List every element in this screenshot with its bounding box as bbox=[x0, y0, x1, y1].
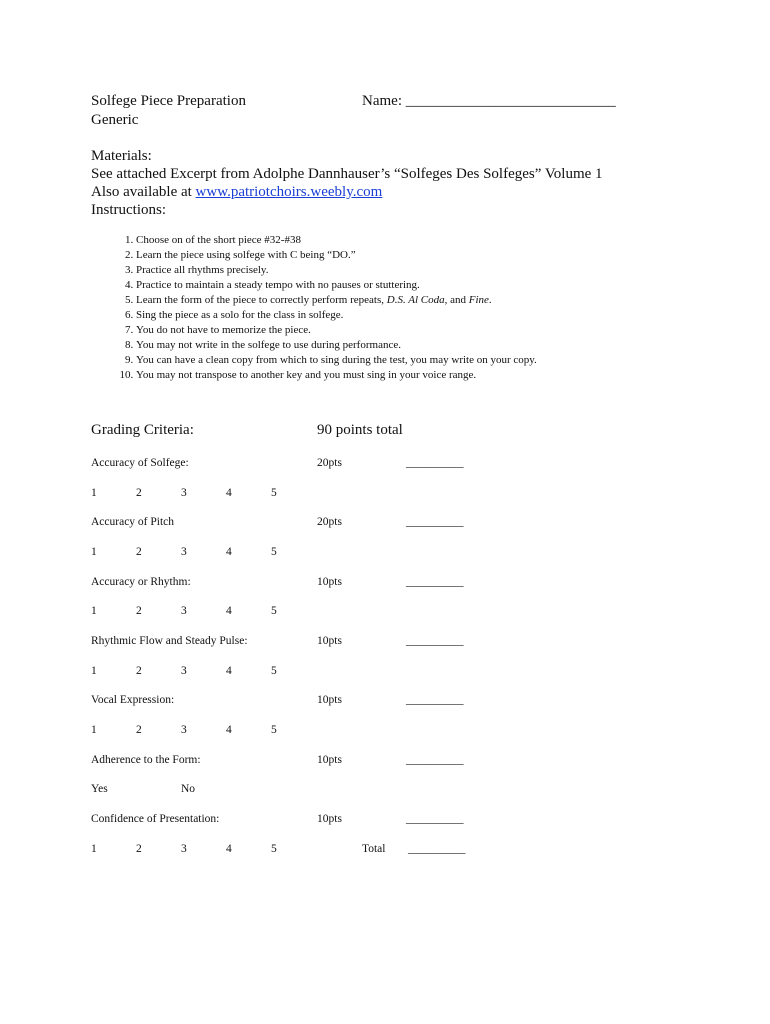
score-blank[interactable]: __________ bbox=[406, 694, 464, 706]
list-item-text: You may not write in the solfege to use during performance. bbox=[136, 339, 401, 351]
scale-option[interactable]: 3 bbox=[181, 605, 187, 617]
list-item-text: Learn the piece using solfege with C being “DO.” bbox=[136, 249, 356, 261]
yes-option[interactable]: Yes bbox=[91, 783, 108, 795]
scale-option[interactable]: 3 bbox=[181, 546, 187, 558]
score-blank[interactable]: __________ bbox=[406, 457, 464, 469]
scale-option[interactable]: 5 bbox=[271, 843, 277, 855]
instructions-list bbox=[92, 233, 756, 383]
scale-option[interactable]: 3 bbox=[181, 843, 187, 855]
score-blank[interactable]: __________ bbox=[406, 576, 464, 588]
fine-term: Fine bbox=[468, 294, 489, 306]
criterion-label: Rhythmic Flow and Steady Pulse: bbox=[91, 635, 248, 647]
criterion-points: 10pts bbox=[317, 694, 342, 706]
scale-option[interactable]: 5 bbox=[271, 487, 277, 499]
scale-option[interactable]: 4 bbox=[226, 843, 232, 855]
materials-heading: Materials: bbox=[91, 148, 152, 164]
scale-option[interactable]: 1 bbox=[91, 605, 97, 617]
criterion-label: Vocal Expression: bbox=[91, 694, 175, 706]
scale-option[interactable]: 1 bbox=[91, 546, 97, 558]
total-label: Total bbox=[362, 843, 386, 855]
score-blank[interactable]: __________ bbox=[406, 516, 464, 528]
materials-line: See attached Excerpt from Adolphe Dannhauser’s “Solfeges Des Solfeges” Volume 1 bbox=[91, 166, 603, 182]
scale-option[interactable]: 5 bbox=[271, 665, 277, 677]
scale-option[interactable]: 4 bbox=[226, 546, 232, 558]
scale-option[interactable]: 1 bbox=[91, 724, 97, 736]
scale-option[interactable]: 1 bbox=[91, 843, 97, 855]
criterion-points: 20pts bbox=[317, 457, 342, 469]
score-blank[interactable]: __________ bbox=[406, 754, 464, 766]
scale-option[interactable]: 3 bbox=[181, 487, 187, 499]
scale-option[interactable]: 4 bbox=[226, 724, 232, 736]
criterion-points: 10pts bbox=[317, 635, 342, 647]
scale-option[interactable]: 2 bbox=[136, 605, 142, 617]
scale-option[interactable]: 3 bbox=[181, 724, 187, 736]
list-item-text: You can have a clean copy from which to sing during the test, you may write on your copy. bbox=[136, 354, 537, 366]
list-item bbox=[136, 323, 756, 338]
list-item-text: Choose on of the short piece #32-#38 bbox=[136, 234, 301, 246]
materials-availability bbox=[91, 184, 382, 201]
list-item bbox=[136, 263, 756, 278]
instructions-heading: Instructions: bbox=[91, 202, 166, 218]
website-link[interactable]: www.patriotchoirs.weebly.com bbox=[195, 184, 383, 200]
list-item-text: Practice to maintain a steady tempo with no pauses or stuttering. bbox=[136, 279, 420, 291]
list-item-text: Learn the form of the piece to correctly perform repeats, bbox=[136, 294, 387, 306]
availability-prefix: Also available at bbox=[91, 184, 196, 200]
grading-heading: Grading Criteria: bbox=[91, 422, 194, 438]
scale-option[interactable]: 3 bbox=[181, 665, 187, 677]
ds-al-coda-term: D.S. Al Coda bbox=[386, 294, 445, 306]
list-item-text: You do not have to memorize the piece. bbox=[136, 324, 311, 336]
criterion-points: 10pts bbox=[317, 813, 342, 825]
criterion-label: Accuracy or Rhythm: bbox=[91, 576, 191, 588]
criterion-label: Adherence to the Form: bbox=[91, 754, 201, 766]
scale-option[interactable]: 4 bbox=[226, 487, 232, 499]
scale-option[interactable]: 5 bbox=[271, 605, 277, 617]
document-subtitle: Generic bbox=[91, 112, 139, 128]
scale-option[interactable]: 2 bbox=[136, 665, 142, 677]
list-item bbox=[136, 248, 756, 263]
total-blank[interactable]: __________ bbox=[408, 843, 466, 855]
score-blank[interactable]: __________ bbox=[406, 813, 464, 825]
list-item bbox=[136, 233, 756, 248]
criterion-label: Accuracy of Solfege: bbox=[91, 457, 189, 469]
name-field-label[interactable]: Name: ____________________________ bbox=[362, 93, 616, 109]
score-blank[interactable]: __________ bbox=[406, 635, 464, 647]
scale-option[interactable]: 1 bbox=[91, 665, 97, 677]
scale-option[interactable]: 2 bbox=[136, 487, 142, 499]
list-item bbox=[136, 368, 756, 383]
list-item bbox=[136, 353, 756, 368]
scale-option[interactable]: 5 bbox=[271, 546, 277, 558]
and-text: , and bbox=[444, 294, 469, 306]
list-item-text: You may not transpose to another key and you must sing in your voice range. bbox=[136, 369, 477, 381]
document-title: Solfege Piece Preparation bbox=[91, 93, 246, 109]
scale-option[interactable]: 5 bbox=[271, 724, 277, 736]
list-item bbox=[136, 278, 756, 293]
list-item-text: Sing the piece as a solo for the class in solfege. bbox=[136, 309, 344, 321]
criterion-points: 10pts bbox=[317, 754, 342, 766]
total-points: 90 points total bbox=[317, 422, 403, 438]
scale-option[interactable]: 4 bbox=[226, 665, 232, 677]
criterion-label: Accuracy of Pitch bbox=[91, 516, 175, 528]
scale-option[interactable]: 4 bbox=[226, 605, 232, 617]
list-item bbox=[136, 293, 756, 308]
criterion-label: Confidence of Presentation: bbox=[91, 813, 220, 825]
list-item bbox=[136, 308, 756, 323]
scale-option[interactable]: 2 bbox=[136, 843, 142, 855]
scale-option[interactable]: 1 bbox=[91, 487, 97, 499]
period-text: . bbox=[488, 294, 492, 306]
no-option[interactable]: No bbox=[181, 783, 196, 795]
scale-option[interactable]: 2 bbox=[136, 724, 142, 736]
list-item-text: Practice all rhythms precisely. bbox=[136, 264, 269, 276]
scale-option[interactable]: 2 bbox=[136, 546, 142, 558]
criterion-points: 20pts bbox=[317, 516, 342, 528]
list-item bbox=[136, 338, 756, 353]
criterion-points: 10pts bbox=[317, 576, 342, 588]
